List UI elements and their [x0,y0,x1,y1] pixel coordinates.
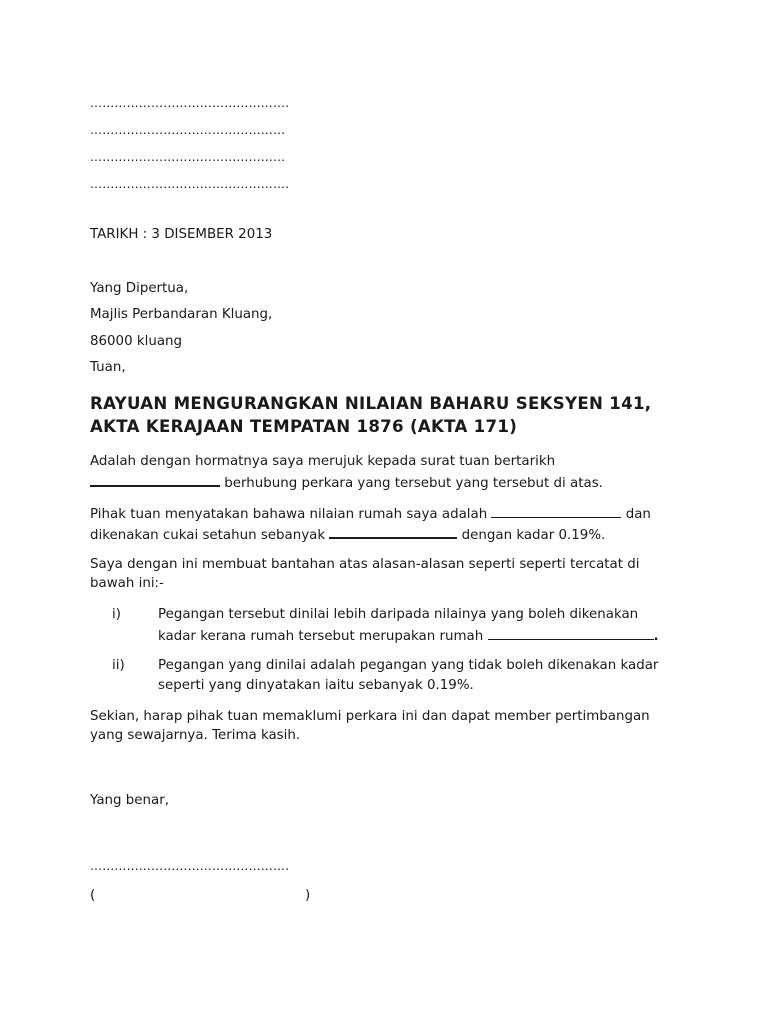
closing-line-1: Sekian, harap pihak tuan memaklumi perkara ini dan dapat member pertimbangan [90,709,650,724]
item-2-number: ii) [112,658,125,673]
date-line: TARIKH : 3 DISEMBER 2013 [90,227,273,242]
para2-line-1 [90,503,651,525]
recipient-city: 86000 kluang [90,334,183,349]
item-1-number: i) [112,607,121,622]
para1-line-2 [90,471,603,494]
para2-line-2-tail: dengan kadar 0.19%. [457,528,606,543]
para1-line-2-text: berhubung perkara yang tersebut yang tersebut di atas. [220,476,603,491]
sender-address-line-2: ………………………………………… [90,123,286,137]
para1-line-1: Adalah dengan hormatnya saya merujuk kepada surat tuan bertarikh [90,454,556,469]
sender-address-line-3: ………………………………………… [90,150,286,164]
recipient-title: Yang Dipertua, [90,281,189,296]
para2-line-2 [90,523,605,546]
name-close-paren: ) [305,888,311,903]
item-2-line-1: Pegangan yang dinilai adalah pegangan yang tidak boleh dikenakan kadar [158,658,659,673]
house-type-blank-field[interactable] [488,625,654,640]
recipient-organization: Majlis Perbandaran Kluang, [90,307,273,322]
para2-line-1-text: Pihak tuan menyatakan bahawa nilaian rumah saya adalah [90,507,492,522]
subject-line-1: RAYUAN MENGURANGKAN NILAIAN BAHARU SEKSYEN 141, [90,394,652,413]
para3-line-1: Saya dengan ini membuat bantahan atas alasan-alasan seperti seperti tercatat di [90,557,640,572]
item-1-period: . [653,629,659,644]
sender-address-line-4: …………………………………………. [90,177,290,191]
sender-address-line-1: …………………………………………. [90,96,290,110]
annual-tax-blank-field[interactable] [329,523,457,539]
date-blank-field[interactable] [90,471,220,487]
name-field[interactable] [100,886,300,906]
signature-line: …………………………………………. [90,859,290,873]
house-value-blank-field[interactable] [491,503,621,518]
closing-line-2: yang sewajarnya. Terima kasih. [90,728,301,743]
name-open-paren: ( [90,888,96,903]
sign-off: Yang benar, [90,793,169,808]
para2-line-2-text: dikenakan cukai setahun sebanyak [90,528,330,543]
item-2-line-2: seperti yang dinyatakan iaitu sebanyak 0.19%. [158,678,474,693]
item-1-line-2-text: kadar kerana rumah tersebut merupakan rumah [158,629,488,644]
salutation: Tuan, [90,360,126,375]
subject-line-2: AKTA KERAJAAN TEMPATAN 1876 (AKTA 171) [90,417,518,436]
item-1-line-1: Pegangan tersebut dinilai lebih daripada nilainya yang boleh dikenakan [158,607,639,622]
para3-line-2: bawah ini:- [90,576,164,591]
item-1-line-2 [158,625,659,647]
para2-line-1-tail: dan [621,507,651,522]
